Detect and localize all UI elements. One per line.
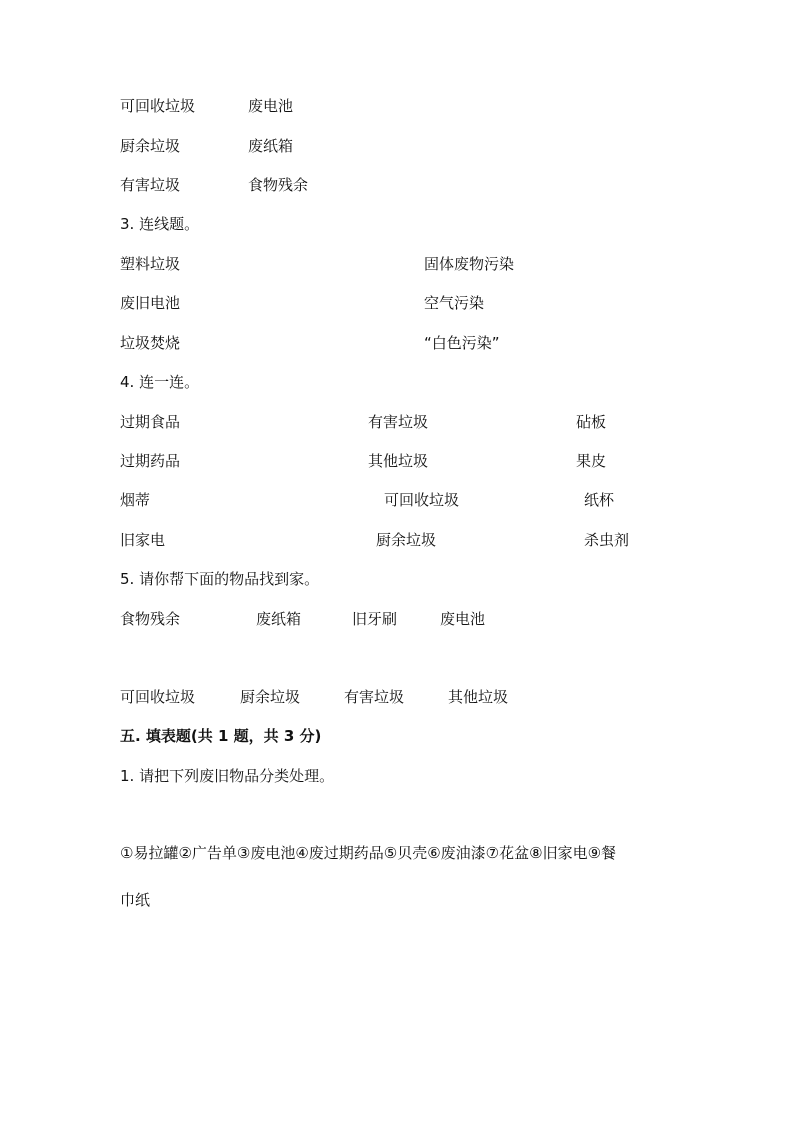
q4-col3-item: 果皮 [576,452,607,470]
q5-title: 5. 请你帮下面的物品找到家。 [120,570,320,588]
q4-col2-item: 有害垃圾 [368,413,429,431]
q5-item: 废电池 [440,610,486,628]
q5-item: 废纸箱 [256,610,302,628]
q2-right-item: 废电池 [248,97,294,115]
q2-left-item: 厨余垃圾 [120,137,181,155]
q5-bin: 有害垃圾 [344,688,405,706]
q5-item: 旧牙刷 [352,610,398,628]
q4-col1-item: 旧家电 [120,531,166,549]
q2-right-item: 食物残余 [248,176,309,194]
q3-right-item: 空气污染 [424,294,485,312]
q2-right-item: 废纸箱 [248,137,294,155]
q5-bin: 厨余垃圾 [240,688,301,706]
q4-col3-item: 杀虫剂 [584,531,630,549]
question-title: 1. 请把下列废旧物品分类处理。 [120,767,335,785]
q4-col3-item: 纸杯 [584,491,615,509]
q4-col2-item: 厨余垃圾 [376,531,437,549]
q4-col1-item: 过期食品 [120,413,181,431]
q3-left-item: 塑料垃圾 [120,255,181,273]
q3-left-item: 废旧电池 [120,294,181,312]
q4-col2-item: 其他垃圾 [368,452,429,470]
q5-item: 食物残余 [120,610,181,628]
q4-title: 4. 连一连。 [120,373,200,391]
q5-bin: 其他垃圾 [448,688,509,706]
q4-col2-item: 可回收垃圾 [384,491,460,509]
item-list-line: 巾纸 [120,891,151,909]
q3-left-item: 垃圾焚烧 [120,334,181,352]
q4-col1-item: 烟蒂 [120,491,151,509]
item-list-line: ①易拉罐②广告单③废电池④废过期药品⑤贝壳⑥废油漆⑦花盆⑧旧家电⑨餐 [120,844,617,862]
q5-bin: 可回收垃圾 [120,688,196,706]
q3-right-item: 固体废物污染 [424,255,515,273]
q3-title: 3. 连线题。 [120,215,200,233]
section-heading: 五. 填表题(共 1 题，共 3 分) [120,727,322,745]
q2-left-item: 可回收垃圾 [120,97,196,115]
q2-left-item: 有害垃圾 [120,176,181,194]
q4-col1-item: 过期药品 [120,452,181,470]
q3-right-item: “白色污染” [424,334,500,352]
q4-col3-item: 砧板 [576,413,607,431]
